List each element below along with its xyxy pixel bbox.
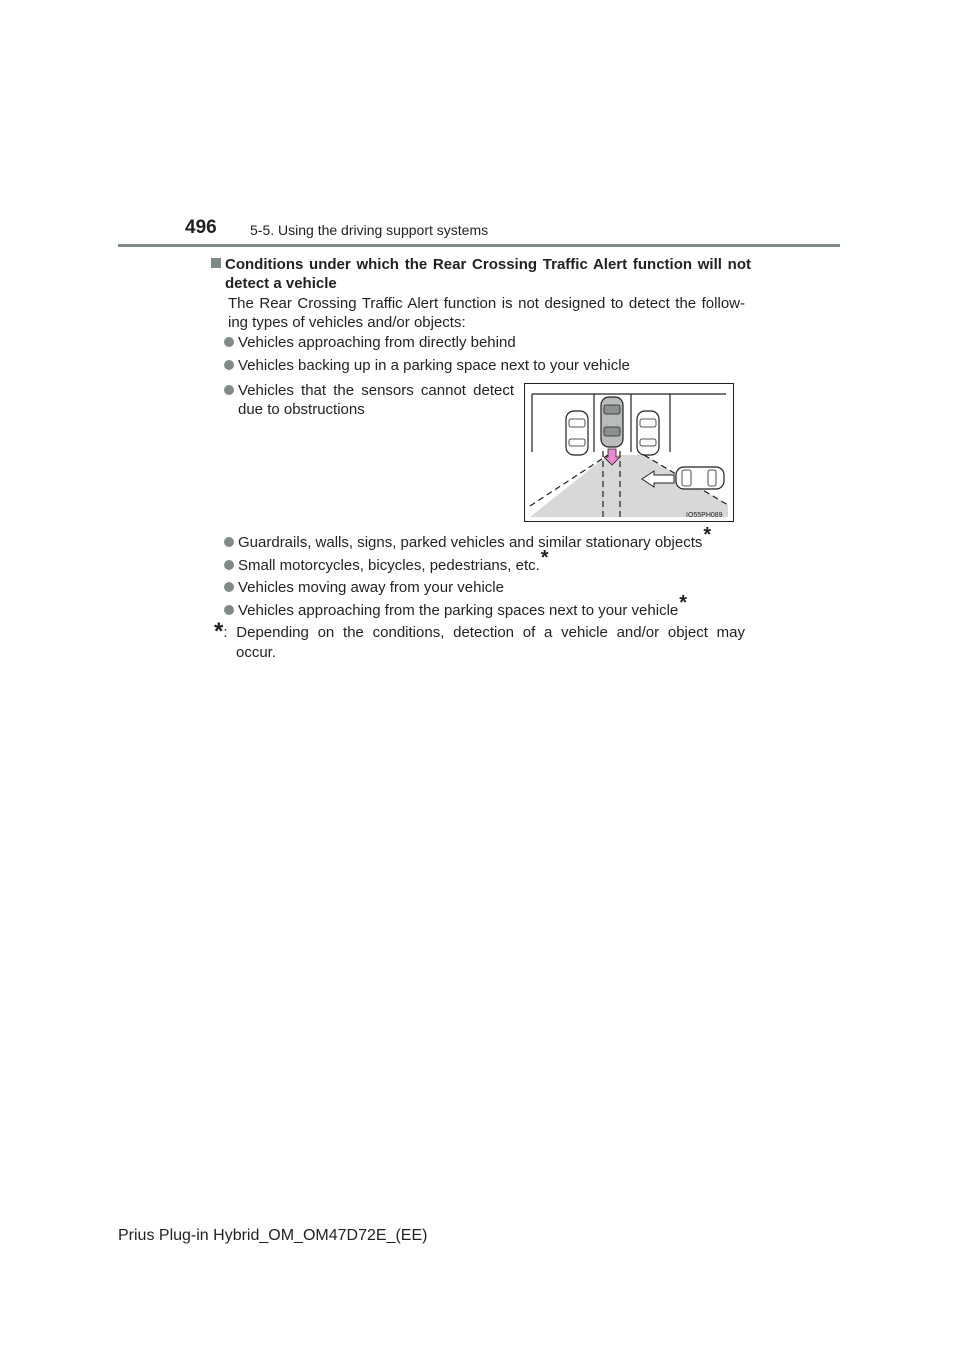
list-item (224, 578, 504, 597)
list-item-text: Vehicles moving away from your vehicle (238, 579, 504, 596)
subheading-line1: Conditions under which the Rear Crossing Traffic Alert function will not (225, 256, 751, 273)
intro-paragraph (228, 294, 745, 332)
asterisk-marker: * (679, 592, 688, 614)
figure-code: IO55PH089 (686, 512, 723, 519)
asterisk-marker: * (703, 524, 712, 546)
list-item (224, 333, 516, 352)
page-number: 496 (185, 217, 217, 238)
bullet-dot-icon (224, 385, 234, 395)
parked-car-right (637, 411, 659, 455)
intro-line1: The Rear Crossing Traffic Alert function is not designed to detect the follow- (228, 295, 745, 312)
footnote-line2: occur. (236, 644, 277, 661)
list-item (224, 592, 688, 620)
header-divider (118, 244, 840, 247)
section-title: 5-5. Using the driving support systems (250, 222, 489, 238)
footer-doc-id: Prius Plug-in Hybrid_OM_OM47D72E_(EE) (118, 1227, 428, 1244)
list-item-text: Vehicles that the sensors cannot detect (238, 382, 514, 399)
subheading (211, 255, 751, 293)
bullet-dot-icon (224, 337, 234, 347)
parking-diagram (524, 383, 734, 522)
bullet-dot-icon (224, 582, 234, 592)
list-item-text: Vehicles approaching from directly behind (238, 334, 516, 351)
crossing-vehicle (676, 467, 724, 489)
list-item (224, 381, 514, 419)
list-item-text: Vehicles backing up in a parking space next to your vehicle (238, 357, 630, 374)
list-item-text: Vehicles approaching from the parking spaces next to your vehicle (238, 602, 679, 619)
footnote (214, 618, 745, 663)
list-item (224, 524, 712, 552)
parked-car-left (566, 411, 588, 455)
bullet-dot-icon (224, 560, 234, 570)
list-item (224, 356, 630, 375)
bullet-dot-icon (224, 605, 234, 615)
list-item-text: Small motorcycles, bicycles, pedestrians, etc. (238, 557, 540, 574)
list-item (224, 547, 549, 575)
own-vehicle (601, 397, 623, 447)
square-bullet-icon (211, 258, 221, 268)
bullet-dot-icon (224, 360, 234, 370)
footnote-line1: : Depending on the conditions, detection of a vehicle and/or object may (223, 624, 745, 641)
list-item-text: Guardrails, walls, signs, parked vehicles and similar stationary objects (238, 534, 703, 551)
subheading-line2: detect a vehicle (225, 275, 337, 292)
asterisk-marker: * (540, 547, 549, 569)
footnote-asterisk: * (214, 618, 224, 645)
bullet-dot-icon (224, 537, 234, 547)
intro-line2: ing types of vehicles and/or objects: (228, 314, 466, 331)
list-item-text-continued: due to obstructions (238, 401, 365, 418)
